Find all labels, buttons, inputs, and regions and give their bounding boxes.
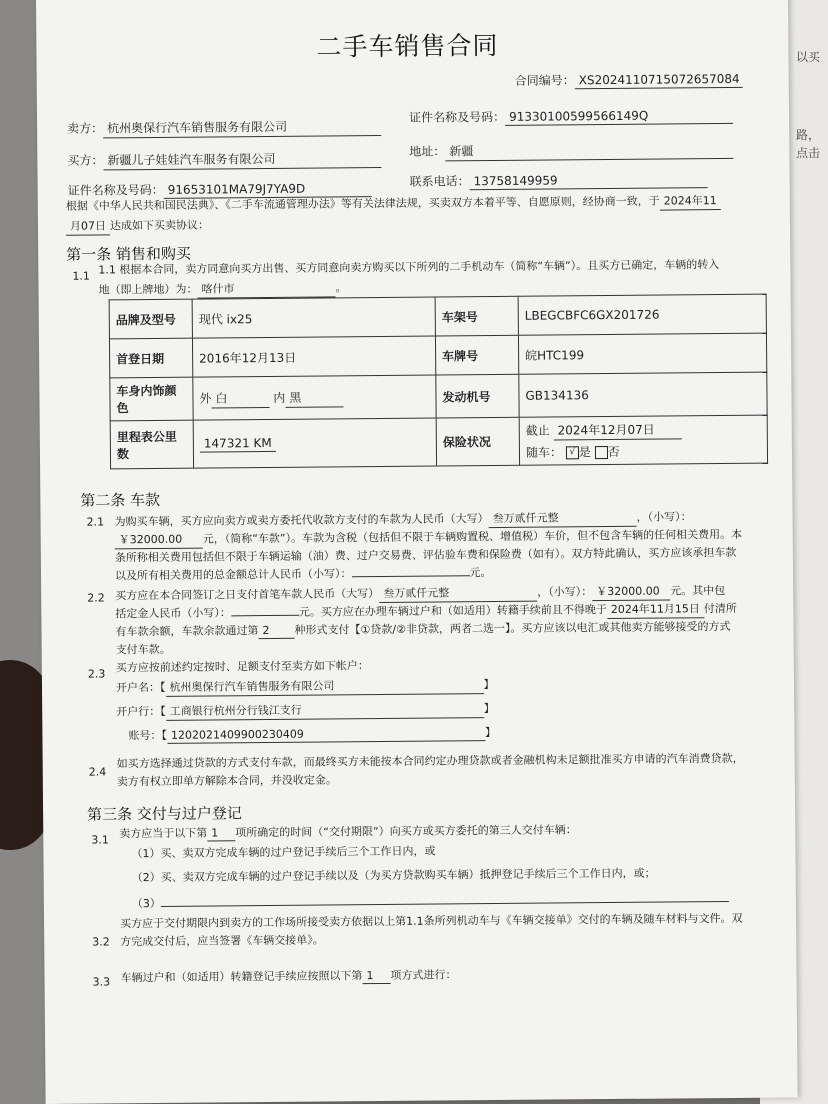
no-checkbox: [595, 446, 608, 459]
delivery-option: 1: [207, 826, 235, 841]
clause-2-3-number: 2.3: [87, 667, 106, 681]
clause-2-2-line-2: 括定金人民币（小写）： 元。买方应在办理车辆过户和（如适用）转籍手续前且不得晚于 2024年11月15日 付清所: [115, 601, 737, 621]
back-sheet-text: 点击: [796, 146, 821, 160]
clause-3-3-number: 3.3: [92, 975, 111, 989]
engine-label: 发动机号: [436, 374, 519, 418]
registration-city: 喀什市: [197, 279, 335, 298]
clause-2-2-line-3: 有车款余额，车款余款通过第 2 种形式支付【①贷款/②非贷款，两者二选一】。买方应该以电汇或其他卖方能够接受的方式: [115, 619, 731, 639]
buyer-id-row: 证件名称及号码： 91653101MA79J7YA9D: [68, 179, 372, 200]
transfer-option: 1: [362, 969, 390, 984]
contract-number-value: XS2024110715072657084: [575, 72, 743, 89]
intro-line-1: 根据《中华人民共和国民法典》、《二手车流通管理办法》等有关法律法规，买卖双方本着平等、自愿原则，经协商一致，于 2024年11: [66, 192, 721, 216]
seller-id: 91330100599566149Q: [505, 108, 733, 126]
bank-row: 开户行：【 工商银行杭州分行钱江支行 】: [116, 700, 495, 721]
clause-2-1-line-3: 条所称相关费用包括但不限于车辆运输（油）费、过户交易费、评估验车费和保险费（如有）。双方特此确认，买方应该承担车款: [114, 545, 737, 565]
seller-name: 杭州奥保行汽车销售服务有限公司: [103, 117, 381, 138]
option-3-blank: [161, 900, 729, 907]
color-label: 车身内饰颜色: [110, 377, 193, 421]
buyer-row: 买方： 新疆儿子娃娃汽车服务有限公司: [67, 149, 381, 171]
price-lower: ￥32000.00: [115, 531, 203, 550]
insurance-cell: 截止 2024年12月07日 随车： √ 是 否: [519, 415, 767, 465]
clause-2-1-line-1: 为购买车辆，买方应向卖方或卖方委托代收款方支付的车款为人民币（大写） 叁万贰仟元整 ，（小写）：: [114, 510, 692, 529]
account-number-row: 账号：【 1202021409900230409 】: [128, 726, 496, 743]
insurance-date: 2024年12月07日: [554, 420, 682, 440]
article-3-heading: 第三条 交付与过户登记: [87, 804, 242, 824]
payment-deadline: 2024年11月15日: [607, 600, 704, 619]
intro-date-day: 月07日: [66, 217, 110, 235]
seller-id-row: 证件名称及号码： 91330100599566149Q: [409, 106, 733, 127]
intro-line-2: 月07日 达成如下买卖协议：: [66, 216, 209, 235]
plate-label: 车牌号: [435, 335, 518, 375]
total-amount-blank: [352, 574, 470, 577]
account-name: 杭州奥保行汽车销售服务有限公司: [165, 676, 483, 697]
clause-2-1-line-4: 以及所有相关费用的总金额总计人民币（小写）： 元。: [114, 566, 492, 583]
clause-2-2-line-1: 买方应在本合同签订之日支付首笔车款人民币（大写） 叁万贰仟元整 ，（小写）： ￥32000.00 元。其中包: [115, 584, 726, 603]
clause-2-1-number: 2.1: [86, 515, 105, 529]
first-registration-value: 2016年12月13日: [192, 336, 435, 377]
clause-1-1-line-1: 1.1 根据本合同，卖方同意向买方出售、买方同意向卖方购买以下所列的二手机动车（简称“车辆”）。且买方已确定，车辆的转入: [98, 258, 720, 277]
yes-checkbox: √: [566, 446, 579, 459]
vin-value: LBEGCBFC6GX201726: [518, 294, 766, 335]
clause-2-1-line-2: ￥32000.00 元，（简称“车款”）。车款为含税（包括但不限于车辆购置税、增值税）车价，但不包含车辆的任何相关费用。本: [115, 526, 743, 549]
buyer-name: 新疆儿子娃娃汽车服务有限公司: [103, 149, 381, 170]
clause-3-2-number: 3.2: [92, 935, 110, 949]
insurance-label: 保险状况: [436, 417, 519, 466]
clause-3-3-line-1: 车辆过户和（如适用）转籍登记手续应按照以下第 1 项方式进行：: [120, 968, 457, 985]
clause-2-4-number: 2.4: [88, 765, 107, 779]
price-upper: 叁万贰仟元整: [488, 509, 636, 528]
vin-label: 车架号: [435, 296, 518, 336]
vehicle-table: [109, 294, 768, 470]
buyer-address: 新疆: [445, 140, 733, 162]
clause-3-1-number: 3.1: [91, 833, 109, 847]
clause-2-4-line-1: 如买方选择通过贷款的方式支付车款，而最终买方未能按本合同约定办理贷款或者金融机构未足额批准买方申请的汽车消费贷款，: [116, 751, 744, 771]
seller-row: 卖方： 杭州奥保行汽车销售服务有限公司: [67, 117, 381, 139]
clause-3-2-line-1: 买方应于交付期限内到卖方的工作场所接受卖方依据以上第1.1条所列机动车与《车辆交接单》交付的车辆及随车材料与文件。双: [120, 911, 743, 931]
buyer-phone-row: 联系电话： 13758149959: [410, 170, 708, 191]
first-payment-lower: ￥32000.00: [592, 582, 670, 601]
contract-sheet: [36, 0, 798, 1104]
contract-number: 合同编号： XS2024110715072657084: [515, 70, 743, 90]
clause-2-3-line-1: 买方应按前述约定按时、足额支付至卖方如下帐户：: [115, 659, 369, 675]
brand-label: 品牌及型号: [109, 299, 192, 339]
exterior-color: 白: [211, 388, 269, 408]
account-name-row: 开户名：【 杭州奥保行汽车销售服务有限公司 】: [116, 676, 495, 697]
account-number: 1202021409900230409: [167, 726, 485, 744]
clause-2-4-line-2: 卖方有权立即单方解除本合同，并没收定金。: [116, 773, 337, 789]
buyer-phone: 13758149959: [470, 172, 708, 190]
intro-date: 2024年11: [660, 192, 721, 211]
payment-method: 2: [258, 624, 294, 639]
clause-2-2-number: 2.2: [87, 591, 105, 605]
mileage-cell: [193, 418, 436, 468]
mileage-value: 147321 KM: [200, 435, 276, 452]
delivery-option-2: （2）买、卖双方完成车辆的过户登记手续以及（为买方贷款购买车辆）抵押登记手续后三个工作日内，或；: [131, 866, 656, 885]
delivery-option-3: （3）: [132, 890, 729, 911]
first-payment-upper: 叁万贰仟元整: [379, 584, 537, 603]
engine-value: GB134136: [519, 372, 767, 417]
clause-3-1-line-1: 卖方应当于以下第 1 项所确定的时间（“交付期限”）向买方或买方委托的第三人交付车辆：: [119, 823, 577, 841]
clause-2-2-line-4: 支付车款。: [115, 642, 171, 657]
bank-name: 工商银行杭州分行钱江支行: [166, 700, 484, 721]
color-cell: 外 白 内 黑: [193, 375, 436, 420]
brand-value: 现代 ix25: [192, 297, 435, 338]
interior-color: 黑: [285, 388, 343, 408]
clause-1-1-line-2: 地（即上牌地）为： 喀什市 。: [98, 279, 346, 299]
clause-1-1-number: 1.1: [72, 269, 90, 283]
deposit-blank: [231, 614, 299, 617]
buyer-id: 91653101MA79J7YA9D: [164, 181, 372, 199]
mileage-label: 里程表公里数: [110, 420, 193, 469]
buyer-address-row: 地址： 新疆: [409, 140, 733, 162]
delivery-option-1: （1）买、卖双方完成车辆的过户登记手续后三个工作日内，或: [131, 844, 436, 861]
article-1-heading: 第一条 销售和购买: [66, 244, 192, 264]
clause-3-2-line-2: 方完成交付后，应当签署《车辆交接单》。: [120, 933, 324, 949]
first-registration-label: 首登日期: [109, 338, 192, 378]
back-sheet-text: 以买: [796, 50, 821, 64]
contract-title: 二手车销售合同: [316, 30, 499, 62]
plate-value: 皖HTC199: [518, 333, 766, 374]
article-2-heading: 第二条 车款: [80, 490, 161, 510]
back-sheet-text: 路，: [796, 128, 821, 142]
